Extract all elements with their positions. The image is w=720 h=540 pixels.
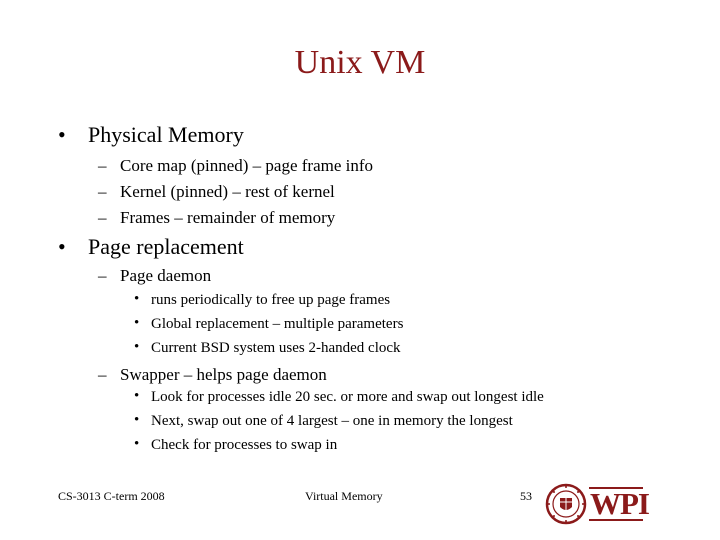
footer-topic: Virtual Memory: [305, 489, 383, 503]
sub-bullet-text: Kernel (pinned) – rest of kernel: [120, 182, 335, 201]
dash-marker: –: [98, 266, 107, 285]
dash-marker: –: [98, 208, 107, 227]
dot-marker: •: [134, 388, 140, 404]
dash-marker: –: [98, 365, 107, 384]
dot-marker: •: [134, 291, 140, 307]
footer-course: CS-3013 C-term 2008: [58, 489, 165, 503]
dash-marker: –: [98, 182, 107, 201]
sub-sub-bullet-text: Look for processes idle 20 sec. or more and swap out longest idle: [151, 389, 544, 405]
sub-sub-bullet-text: Check for processes to swap in: [151, 437, 338, 453]
bullet-marker: •: [58, 122, 66, 147]
bullet-marker: •: [58, 234, 66, 259]
bullet-text: Page replacement: [88, 234, 244, 259]
sub-sub-bullet-text: Next, swap out one of 4 largest – one in memory the longest: [151, 413, 513, 429]
dash-marker: –: [98, 156, 107, 175]
wpi-logo-text: WPI: [590, 486, 649, 521]
dot-marker: •: [134, 412, 140, 428]
sub-sub-bullet-text: Global replacement – multiple parameters: [151, 316, 404, 332]
sub-sub-bullet-text: Current BSD system uses 2-handed clock: [151, 340, 401, 356]
slide-title: Unix VM: [294, 44, 426, 81]
footer-page-number: 53: [520, 489, 532, 503]
sub-sub-bullet-text: runs periodically to free up page frames: [151, 292, 391, 308]
dot-marker: •: [134, 315, 140, 331]
sub-bullet-text: Frames – remainder of memory: [120, 208, 336, 227]
dot-marker: •: [134, 436, 140, 452]
wpi-logo: [545, 482, 649, 526]
sub-bullet-text: Swapper – helps page daemon: [120, 365, 327, 384]
sub-bullet-text: Core map (pinned) – page frame info: [120, 156, 374, 175]
sub-bullet-text: Page daemon: [120, 266, 212, 285]
bullet-text: Physical Memory: [88, 122, 244, 147]
dot-marker: •: [134, 339, 140, 355]
